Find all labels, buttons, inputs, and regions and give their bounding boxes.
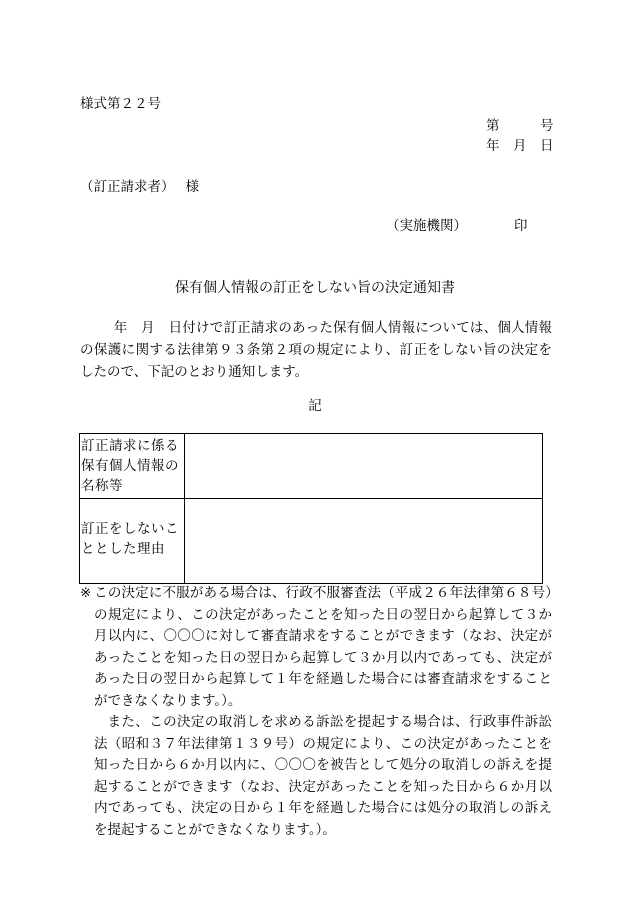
addressee: （訂正請求者） 様 (80, 179, 200, 195)
issuing-agency: （実施機関） (386, 218, 467, 234)
form-number: 様式第２２号 (80, 96, 161, 112)
document-title: 保有個人情報の訂正をしない旨の決定通知書 (175, 280, 455, 296)
appeal-note (80, 583, 552, 841)
seal-mark: 印 (514, 218, 528, 234)
note-paragraph-2: また、この決定の取消しを求める訴訟を提起する場合は、行政事件訴訟法（昭和３７年法律第１３９号）の規定により、この決定があったことを知った日から６か月以内に、〇〇〇を被告として処分の取消しの訴えを提起することができます（なお、決定があったことを知った日から６か月以内であっても、決定の日から１年を経過した場合には処分の取消しの訴えを提起することができなくなります。）。 (94, 714, 552, 838)
note-text-1: この決定に不服がある場合は、行政不服審査法（平成２６年法律第６８号）の規定により、この決定があったことを知った日の翌日から起算して３か月以内に、〇〇〇に対して審査請求をすることができます（なお、決定があったことを知った日の翌日から起算して３か月以内であっても、決定があった日の翌日から起算して１年を経過した場合には審査請求をすることができなくなります。）。 (94, 585, 552, 709)
table-row-value (185, 499, 543, 584)
ki-heading: 記 (308, 398, 322, 414)
table-row (80, 499, 543, 584)
note-paragraph-1 (80, 583, 552, 712)
table-row-value (185, 434, 543, 499)
table-row (80, 434, 543, 499)
issue-date: 年 月 日 (486, 138, 554, 154)
body-paragraph: 年 月 日付けで訂正請求のあった保有個人情報については、個人情報の保護に関する法律第９３条第２項の規定により、訂正をしない旨の決定をしたので、下記のとおり通知します。 (80, 320, 552, 380)
table-row-label: 訂正をしないこととした理由 (80, 499, 185, 584)
note-mark: ※ (80, 585, 92, 601)
reference-number: 第 号 (486, 118, 554, 134)
table-row-label: 訂正請求に係る保有個人情報の名称等 (80, 434, 185, 499)
decision-table (79, 433, 543, 584)
